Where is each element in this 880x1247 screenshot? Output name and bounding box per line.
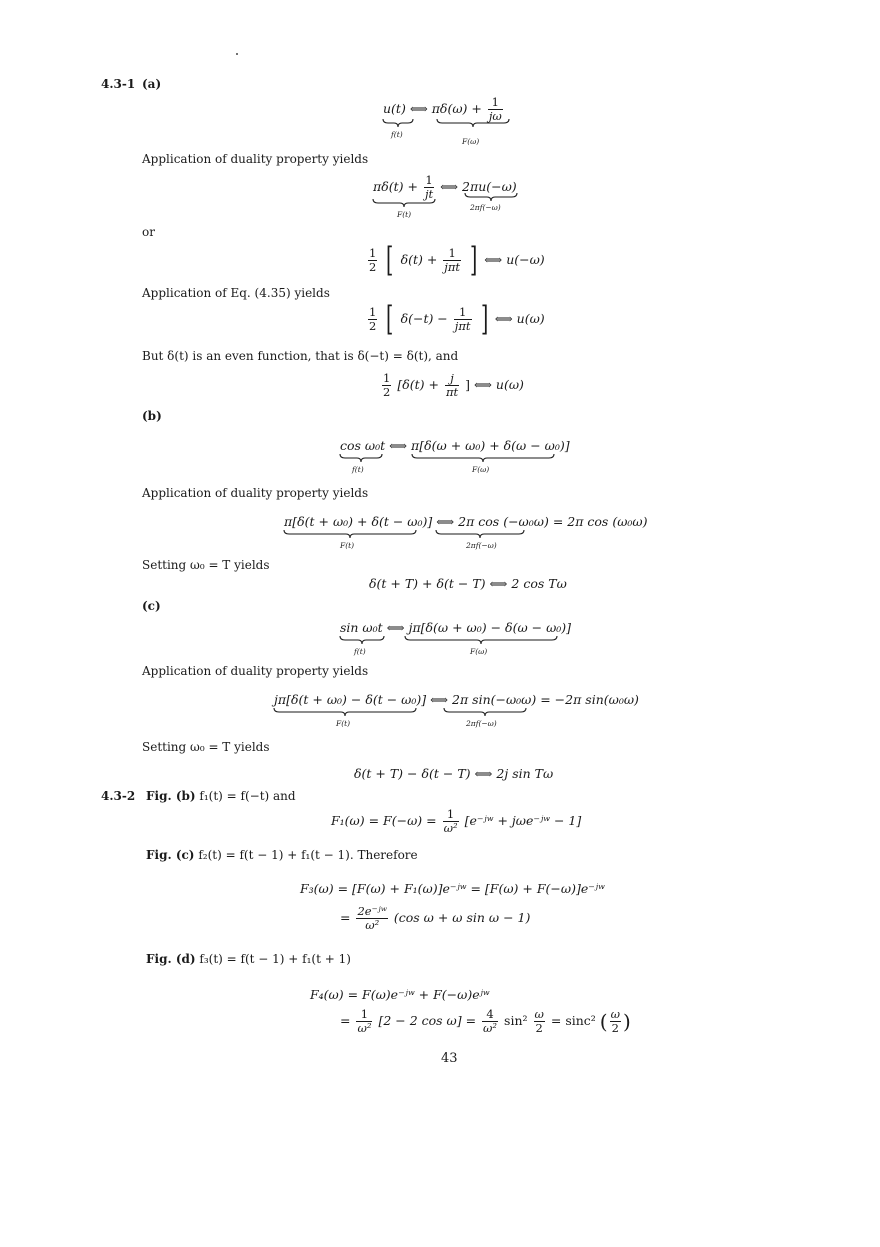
underbrace	[405, 636, 557, 644]
fraction-half: $\frac{1}{2}$	[369, 304, 377, 333]
iff-arrow: ⟺	[436, 514, 455, 529]
fraction: $\frac{4}{\text{ω²}}$	[483, 1007, 498, 1036]
equation-c3: δ(t + T) − δ(t − T) ⟺ 2j sin Tω	[354, 766, 554, 781]
equation-a4: $\frac{1}{2}$ [ δ(−t) − $\frac{1}{\text{jπt}}$ ] ⟺ u(ω)	[369, 299, 545, 339]
fraction: $\frac{1}{\text{jπt}}$	[454, 304, 471, 333]
equation-a5: $\frac{1}{2}$ [δ(t) + $\frac{j}{\pi t}$ ] ⟺ u(ω)	[383, 371, 524, 400]
iff-arrow: ⟺	[389, 438, 408, 453]
equation-F4-line1: F₄(ω) = F(ω)e⁻ʲʷ + F(−ω)eʲʷ	[310, 987, 490, 1002]
underbrace	[436, 530, 524, 538]
iff-arrow: ⟺	[484, 251, 503, 267]
left-bracket: [	[386, 240, 394, 280]
equation-a3: $\frac{1}{2}$ [ δ(t) + $\frac{1}{\text{jπt}}$ ] ⟺ u(−ω)	[369, 240, 545, 280]
underbrace	[340, 454, 382, 462]
text-eq435: Application of Eq. (4.35) yields	[142, 286, 330, 300]
fraction: $\frac{1}{jt}$	[424, 173, 434, 202]
iff-arrow: ⟺	[409, 101, 428, 117]
part-c-label: (c)	[142, 599, 161, 613]
fraction: $\frac{j}{\pi t}$	[445, 371, 459, 400]
fraction: $\frac{\omega}{2}$	[534, 1007, 544, 1036]
underbrace	[412, 454, 554, 462]
problem-number: 4.3-1	[101, 77, 136, 91]
fraction: $\frac{\text{2e⁻ʲʷ}}{\text{ω²}}$	[357, 904, 387, 933]
label-f-t: f(t)	[391, 130, 403, 139]
text-even-function: But δ(t) is an even function, that is δ(−t) = δ(t), and	[142, 349, 459, 363]
fraction: $\frac{1}{\text{ω²}}$	[357, 1007, 372, 1036]
scan-speck	[236, 53, 238, 55]
equation-F1: F₁(ω) = F(−ω) = $\frac{1}{\text{ω²}}$ [e⁻ʲʷ + jωe⁻ʲʷ − 1]	[331, 807, 582, 836]
label-2pi-f: 2πf(−ω)	[470, 203, 501, 212]
page-number: 43	[441, 1051, 458, 1066]
equation-b2: π[δ(t + ω₀) + δ(t − ω₀)] ⟺ 2π cos (−ω₀ω) = 2π cos (ω₀ω)	[284, 514, 648, 529]
fraction: $\frac{1}{\text{ω²}}$	[443, 807, 458, 836]
label-F-omega: F(ω)	[470, 647, 488, 656]
label-2pi-f: 2πf(−ω)	[466, 541, 497, 550]
label-f-t: f(t)	[352, 465, 364, 474]
iff-arrow: ⟺	[440, 179, 459, 195]
problem-number: 4.3-2	[101, 789, 136, 803]
underbrace	[373, 199, 435, 207]
equation-F3-line2: = $\frac{\text{2e⁻ʲʷ}}{\text{ω²}}$ (cos ω + ω sin ω − 1)	[340, 904, 531, 933]
eq-a1-lhs: u(t)	[383, 101, 406, 117]
label-2pi-f: 2πf(−ω)	[466, 719, 497, 728]
underbrace	[383, 119, 413, 127]
equation-b3: δ(t + T) + δ(t − T) ⟺ 2 cos Tω	[369, 576, 567, 591]
iff-arrow: ⟺	[430, 692, 449, 707]
part-a-label: (a)	[142, 77, 162, 91]
underbrace	[340, 636, 384, 644]
label-F-t: F(t)	[397, 210, 412, 219]
fig-c-line: Fig. (c) f₂(t) = f(t − 1) + f₁(t − 1). Therefore	[146, 848, 418, 862]
label-F-omega: F(ω)	[472, 465, 490, 474]
fig-d-line: Fig. (d) f₃(t) = f(t − 1) + f₁(t + 1)	[146, 952, 351, 966]
label-F-omega: F(ω)	[462, 137, 480, 146]
underbrace	[274, 708, 416, 716]
equation-c1: sin ω₀t ⟺ jπ[δ(ω + ω₀) − δ(ω − ω₀)]	[340, 620, 572, 635]
text-setting-b: Setting ω₀ = T yields	[142, 558, 270, 572]
text-duality-a: Application of duality property yields	[142, 152, 369, 166]
iff-arrow: ⟺	[494, 310, 513, 326]
fig-b-line: Fig. (b) f₁(t) = f(−t) and	[146, 789, 296, 803]
text-duality-c: Application of duality property yields	[142, 664, 369, 678]
right-bracket: ]	[480, 299, 488, 339]
iff-arrow: ⟺	[386, 620, 405, 635]
underbrace	[444, 708, 526, 716]
label-F-t: F(t)	[336, 719, 351, 728]
text-or: or	[142, 225, 155, 239]
iff-arrow: ⟺	[473, 377, 492, 393]
fraction: $\frac{\omega}{2}$	[610, 1007, 620, 1036]
label-F-t: F(t)	[340, 541, 355, 550]
underbrace	[465, 193, 517, 201]
fraction: $\frac{1}{j\omega}$	[488, 95, 502, 124]
fraction-half: $\frac{1}{2}$	[369, 245, 377, 274]
equation-a2: πδ(t) + $\frac{1}{jt}$ ⟺ 2πu(−ω)	[373, 173, 517, 202]
equation-F4-line2: = $\frac{1}{\text{ω²}}$ [2 − 2 cos ω] = $\frac{4}{\text{ω²}}$ sin² $\frac{\omega}{2}$ = sinc² ( $\frac{\omega}{2}$ )	[340, 1007, 631, 1036]
underbrace	[284, 530, 416, 538]
text-duality-b: Application of duality property yields	[142, 486, 369, 500]
right-bracket: ]	[470, 240, 478, 280]
fraction: $\frac{1}{\text{jπt}}$	[444, 245, 461, 274]
eq-a1-rhs: πδ(ω) +	[431, 101, 482, 117]
equation-b1: cos ω₀t ⟺ π[δ(ω + ω₀) + δ(ω − ω₀)]	[340, 438, 570, 453]
equation-c2: jπ[δ(t + ω₀) − δ(t − ω₀)] ⟺ 2π sin(−ω₀ω) = −2π sin(ω₀ω)	[274, 692, 639, 707]
label-f-t: f(t)	[354, 647, 366, 656]
equation-F3-line1: F₃(ω) = [F(ω) + F₁(ω)]e⁻ʲʷ = [F(ω) + F(−ω)]e⁻ʲʷ	[300, 881, 605, 896]
part-b-label: (b)	[142, 409, 162, 423]
text-setting-c: Setting ω₀ = T yields	[142, 740, 270, 754]
underbrace	[437, 119, 509, 127]
left-bracket: [	[386, 299, 394, 339]
fraction-half: $\frac{1}{2}$	[383, 371, 391, 400]
